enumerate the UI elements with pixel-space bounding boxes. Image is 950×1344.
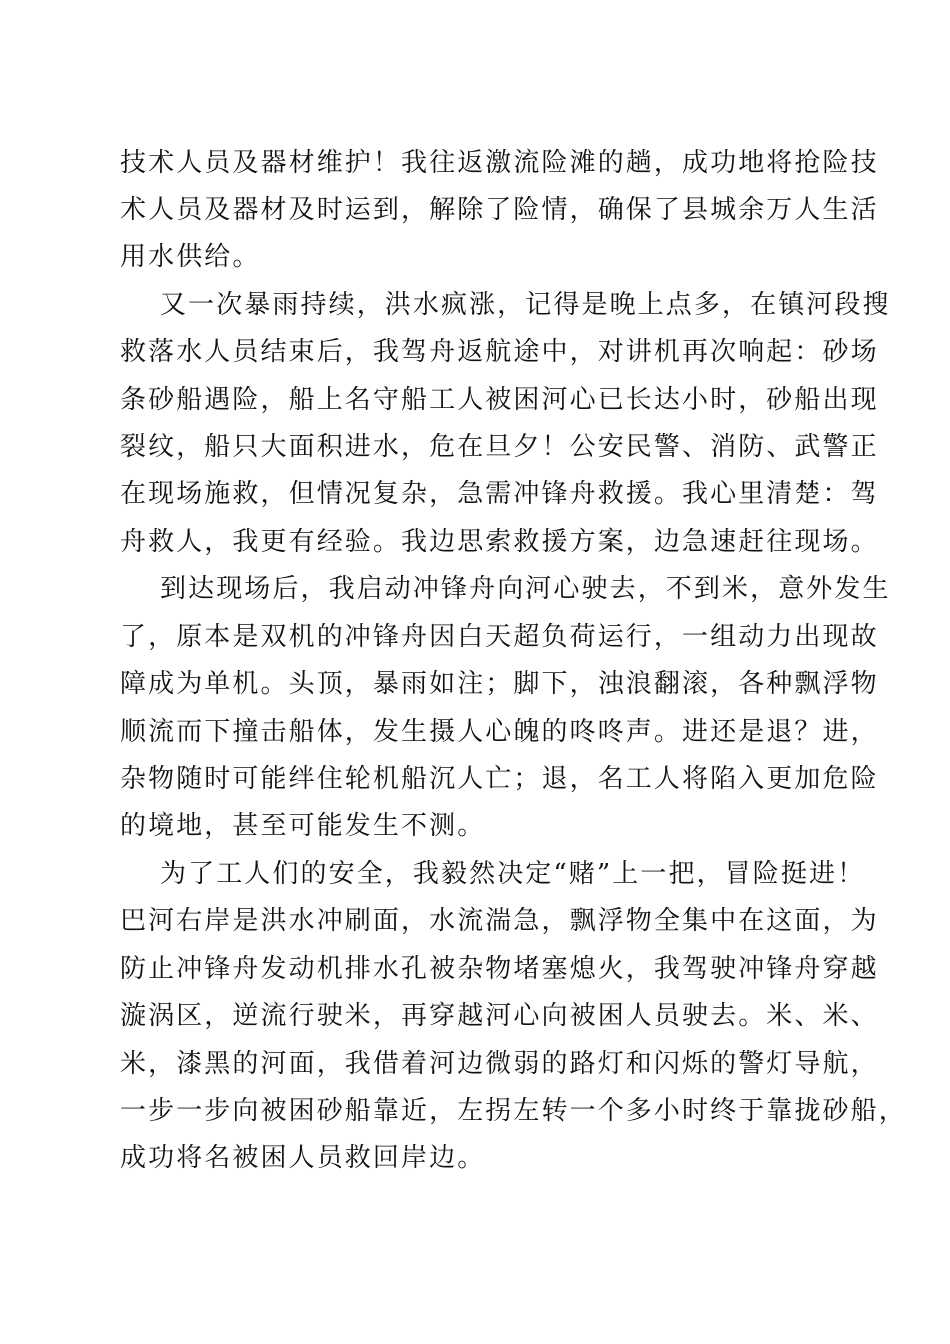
text-line-16: 为了工人们的安全，我毅然决定“赌”上一把，冒险挺进！ [160,859,866,889]
text-line-15: 的境地，甚至可能发生不测。 [120,811,486,841]
text-line-13: 顺流而下撞击船体，发生摄人心魄的咚咚声。进还是退？进， [120,717,879,747]
text-line-3: 用水供给。 [120,242,261,272]
text-line-18: 防止冲锋舟发动机排水孔被杂物堵塞熄火，我驾驶冲锋舟穿越 [120,954,879,984]
text-line-20: 米，漆黑的河面，我借着河边微弱的路灯和闪烁的警灯导航， [120,1049,879,1079]
text-line-17: 巴河右岸是洪水冲刷面，水流湍急，飘浮物全集中在这面，为 [120,906,879,936]
text-line-5: 救落水人员结束后，我驾舟返航途中，对讲机再次响起：砂场 [120,337,879,367]
text-line-9: 舟救人，我更有经验。我边思索救援方案，边急速赶往现场。 [120,527,879,557]
text-line-1: 技术人员及器材维护！我往返激流险滩的趟，成功地将抢险技 [120,148,879,178]
text-line-2: 术人员及器材及时运到，解除了险情，确保了县城余万人生活 [120,195,879,225]
text-line-22: 成功将名被困人员救回岸边。 [120,1143,486,1173]
text-line-6: 条砂船遇险，船上名守船工人被困河心已长达小时，砂船出现 [120,385,879,415]
text-line-19: 漩涡区，逆流行驶米，再穿越河心向被困人员驶去。米、米、 [120,1001,879,1031]
text-line-12: 障成为单机。头顶，暴雨如注；脚下，浊浪翻滚，各种飘浮物 [120,669,879,699]
text-line-4: 又一次暴雨持续，洪水疯涨，记得是晚上点多，在镇河段搜 [160,290,891,320]
text-line-7: 裂纹，船只大面积进水，危在旦夕！公安民警、消防、武警正 [120,432,879,462]
text-line-11: 了，原本是双机的冲锋舟因白天超负荷运行，一组动力出现故 [120,622,879,652]
text-line-8: 在现场施救，但情况复杂，急需冲锋舟救援。我心里清楚：驾 [120,479,879,509]
text-line-10: 到达现场后，我启动冲锋舟向河心驶去，不到米，意外发生 [160,574,891,604]
text-line-14: 杂物随时可能绊住轮机船沉人亡；退，名工人将陷入更加危险 [120,764,879,794]
text-line-21: 一步一步向被困砂船靠近，左拐左转一个多小时终于靠拢砂船， [120,1096,907,1126]
